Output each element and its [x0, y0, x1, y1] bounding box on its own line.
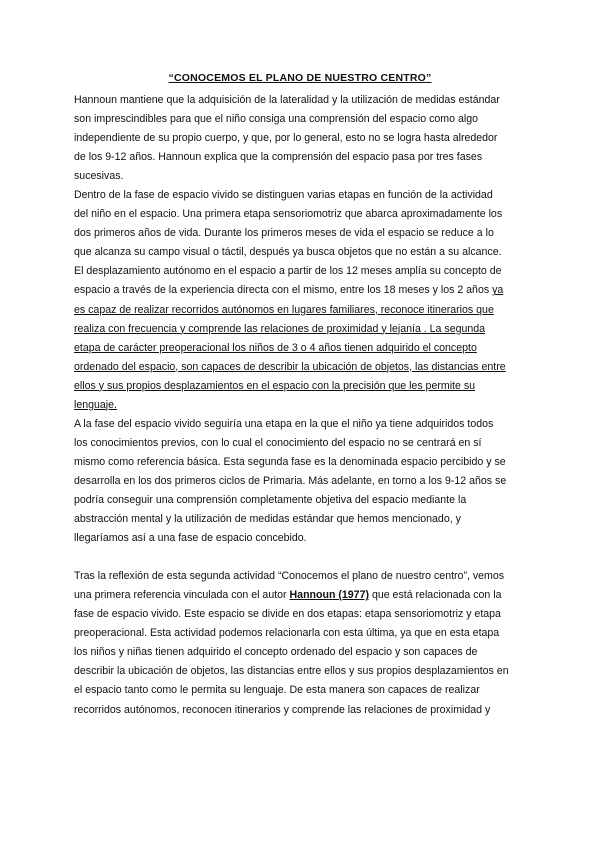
underlined-line: ordenado del espacio, son capaces de describir la ubicación de objetos, las distancias entre — [74, 360, 506, 373]
text-line: A la fase del espacio vivido seguiría una etapa en la que el niño ya tiene adquiridos todos — [74, 417, 494, 430]
underlined-line: es capaz de realizar recorridos autónomos en lugares familiares, reconoce itinerarios que — [74, 303, 494, 316]
text-line-mixed — [74, 281, 530, 300]
author-reference: Hannoun (1977) — [289, 589, 369, 602]
page-title: “CONOCEMOS EL PLANO DE NUESTRO CENTRO” — [168, 72, 432, 84]
paragraph-3 — [74, 415, 530, 548]
underlined-line: realiza con frecuencia y comprende las relaciones de proximidad y lejanía . La segunda — [74, 322, 486, 335]
paragraph-4 — [74, 567, 530, 719]
text-line: de los 9-12 años. Hannoun explica que la comprensión del espacio pasa por tres fases — [74, 151, 483, 164]
text-line: llegaríamos así a una fase de espacio concebido. — [74, 532, 307, 545]
text-line: mismo como referencia básica. Esta segunda fase es la denominada espacio percibido y se — [74, 455, 506, 468]
text-line: desarrolla en los dos primeros ciclos de Primaria. Más adelante, en torno a los 9-12 años se — [74, 474, 507, 487]
text-line: los conocimientos previos, con lo cual el conocimiento del espacio no se centrará en sí — [74, 436, 482, 449]
text-line: independiente de su propio cuerpo, y que, por lo general, esto no se logra hasta alrededor — [74, 132, 498, 145]
text-line: son imprescindibles para que el niño consiga una comprensión del espacio como algo — [74, 113, 478, 126]
text-line: El desplazamiento autónomo en el espacio a partir de los 12 meses amplía su concepto de — [74, 265, 502, 278]
underlined-line: etapa de carácter preoperacional los niños de 3 o 4 años tienen adquirido el concepto — [74, 341, 477, 354]
paragraph-1 — [74, 91, 530, 186]
text-line-mixed — [74, 586, 530, 605]
paragraph-2 — [74, 186, 530, 415]
text-line: describir la ubicación de objetos, las distancias entre ellos y sus propios desplazamientos en — [74, 665, 509, 678]
text-line: fase de espacio vivido. Este espacio se divide en dos etapas: etapa sensoriomotriz y etapa — [74, 608, 501, 621]
text-line: Hannoun mantiene que la adquisición de la lateralidad y la utilización de medidas estándar — [74, 94, 500, 106]
underlined-text: ya — [492, 284, 504, 297]
text-line: recorridos autónomos, reconocen itinerarios y comprende las relaciones de proximidad y — [74, 703, 491, 716]
underlined-line: lenguaje. — [74, 398, 118, 411]
document-body — [74, 91, 530, 720]
text-line: los niños y niñas tienen adquirido el concepto ordenado del espacio y son capaces de — [74, 646, 478, 659]
text-line: Tras la reflexión de esta segunda actividad “Conocemos el plano de nuestro centro”, vemos — [74, 570, 505, 583]
text-line: Dentro de la fase de espacio vivido se distinguen varias etapas en función de la actividad — [74, 189, 493, 202]
plain-text: espacio a través de la experiencia directa con el mismo, entre los 18 meses y los 2 años — [74, 284, 493, 297]
plain-text: una primera referencia vinculada con el autor — [74, 589, 290, 602]
text-line: preoperacional. Esta actividad podemos relacionarla con esta última, ya que en esta etapa — [74, 627, 500, 640]
text-line: abstracción mental y la utilización de medidas estándar que hemos mencionado, y — [74, 513, 461, 526]
text-line: sucesivas. — [74, 170, 124, 183]
plain-text: que está relacionada con la — [369, 589, 502, 602]
text-line: del niño en el espacio. Una primera etapa sensoriomotriz que abarca aproximadamente los — [74, 208, 503, 221]
text-line: el espacio tanto como le permita su lenguaje. De esta manera son capaces de realizar — [74, 684, 480, 697]
text-line: dos primeros años de vida. Durante los primeros meses de vida el espacio se reduce a lo — [74, 227, 494, 240]
paragraph-gap — [74, 548, 530, 567]
underlined-line: ellos y sus propios desplazamientos en el espacio con la precisión que les permite su — [74, 379, 476, 392]
text-line: que alcanza su campo visual o táctil, después ya busca objetos que no están a su alcance. — [74, 246, 502, 259]
text-line: podría conseguir una comprensión completamente objetiva del espacio mediante la — [74, 493, 467, 506]
